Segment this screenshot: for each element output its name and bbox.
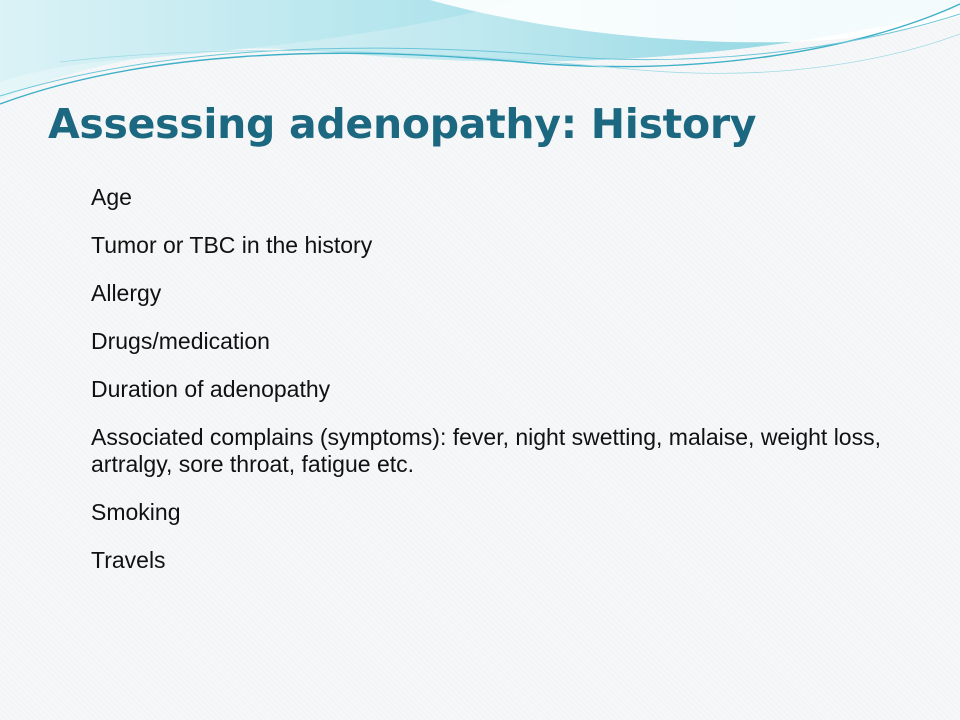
history-list xyxy=(91,184,891,595)
list-item: Tumor or TBC in the history xyxy=(91,232,373,258)
list-item: Allergy xyxy=(91,280,162,306)
list-item: Duration of adenopathy xyxy=(91,376,331,402)
list-item: Smoking xyxy=(91,499,181,525)
list-item: Drugs/medication xyxy=(91,328,270,354)
slide-title: Assessing adenopathy: History xyxy=(48,100,757,148)
list-item: Travels xyxy=(91,547,166,573)
list-item: Age xyxy=(91,184,132,210)
list-item: Associated complains (symptoms): fever, night swetting, malaise, weight loss, artralgy, sore throat, fatigue etc. xyxy=(91,424,881,477)
